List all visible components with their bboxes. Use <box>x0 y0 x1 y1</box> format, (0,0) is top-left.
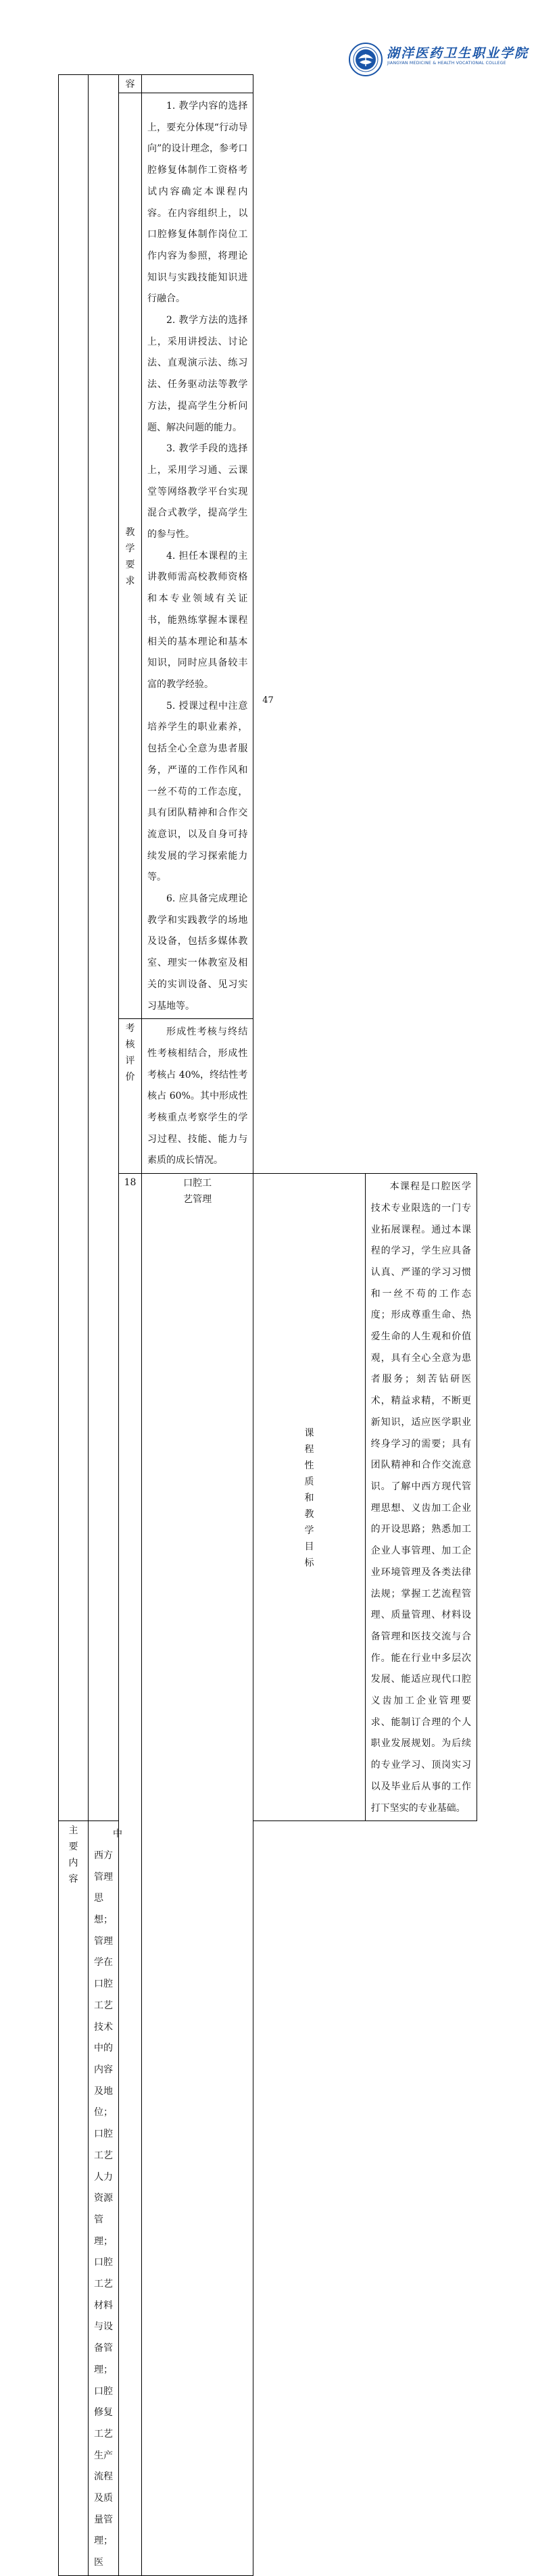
paragraph: 本课程是口腔医学技术专业限选的一门专业拓展课程。通过本课程的学习，学生应具备认真、严谨的学习习惯和一丝不苟的工作态度；形成尊重生命、热爱生命的人生观和价值观，具有全心全意为患者服务；刻苦钻研医术，精益求精，不断更新知识，适应医学职业终身学习的需要；具有团队精神和合作交流意识。了解中西方现代管理思想、义齿加工企业的开设思路；熟悉加工企业人事管理、加工企业环境管理及各类法律法规；掌握工艺流程管理、质量管理、材料设备管理和医技交流与合作。能在行业中多层次发展、能适应现代口腔义齿加工企业管理要求、能制订合理的个人职业发展规划。为后续的专业学习、顶岗实习以及毕业后从事的工作打下坚实的专业基础。 <box>370 1181 471 1814</box>
course-name-cell-prev <box>89 75 119 1821</box>
row-label-teaching-requirements <box>119 93 142 1019</box>
table-row <box>59 1019 477 1174</box>
course-name-cell <box>142 1174 253 2576</box>
objectives-content <box>365 1174 477 1821</box>
row-label-text: 容 <box>125 79 135 90</box>
paragraph: 5. 授课过程中注意培养学生的职业素养，包括全心全意为患者服务，严谨的工作作风和一丝不苟的工作态度，具有团队精神和合作交流意识，以及自身可持续发展的学习探索能力等。 <box>147 700 248 883</box>
course-number-cell-prev <box>59 75 89 1821</box>
paragraph: 3. 教学手段的选择上，采用学习通、云课堂等网络教学平台实现混合式教学，提高学生的参与性。 <box>147 443 248 541</box>
row-label-text: 教学要求 <box>125 526 135 587</box>
teaching-requirements-content <box>142 93 253 1019</box>
college-name-cn: 湖洋医药卫生职业学院 <box>387 46 529 61</box>
row-content-empty <box>142 75 253 93</box>
row-label-text: 主要内容 <box>68 1825 78 1885</box>
course-number: 18 <box>119 1174 142 2576</box>
page-number: 47 <box>262 695 274 705</box>
table-row <box>59 93 477 1019</box>
row-label-cont <box>119 75 142 93</box>
row-label-text: 课程性质和教学目标 <box>304 1427 314 1568</box>
paragraph: 1. 教学内容的选择上，要充分体现“行动导向”的设计理念，参考口腔修复体制作工资格考试内容确定本课程内容。在内容组织上，以口腔修复体制作岗位工作内容为参照，将理论知识与实践技能知识进行融合。 <box>147 101 248 305</box>
table-row <box>59 75 477 93</box>
paragraph: 中西方管理思想；管理学在口腔工艺技术中的内容及地位；口腔工艺人力资源管理；口腔工艺材料与设备管理；口腔修复工艺生产流程及质量管理；医 <box>94 1829 122 2569</box>
row-label-main-content <box>59 1821 89 2576</box>
table-row <box>59 1174 477 1821</box>
row-label-objectives <box>253 1174 365 1821</box>
assessment-content <box>142 1019 253 1174</box>
paragraph: 4. 担任本课程的主讲教师需高校教师资格和本专业领域有关证书，能熟练掌握本课程相关的基本理论和基本知识，同时应具备较丰富的教学经验。 <box>147 550 248 690</box>
paragraph: 2. 教学方法的选择上，采用讲授法、讨论法、直观演示法、练习法、任务驱动法等教学方法，提高学生分析问题、解决问题的能力。 <box>147 315 248 433</box>
paragraph: 形成性考核与终结性考核相结合，形成性考核占 40%，终结性考核占 60%。其中形成性考核重点考察学生的学习过程、技能、能力与素质的成长情况。 <box>147 1026 248 1166</box>
course-table <box>58 74 477 2576</box>
college-logo <box>348 42 529 77</box>
main-content <box>89 1821 122 2576</box>
row-label-assessment <box>119 1019 142 1174</box>
college-name-en: JIANGYAN MEDICINE & HEALTH VOCATIONAL COLLEGE <box>387 61 506 66</box>
course-name: 口腔工艺管理 <box>183 1178 212 1206</box>
paragraph: 6. 应具备完成理论教学和实践教学的场地及设备，包括多媒体教室、理实一体教室及相关的实训设备、见习实习基地等。 <box>147 893 248 1012</box>
college-emblem-icon <box>348 42 383 77</box>
row-label-text: 考核评价 <box>125 1023 135 1083</box>
